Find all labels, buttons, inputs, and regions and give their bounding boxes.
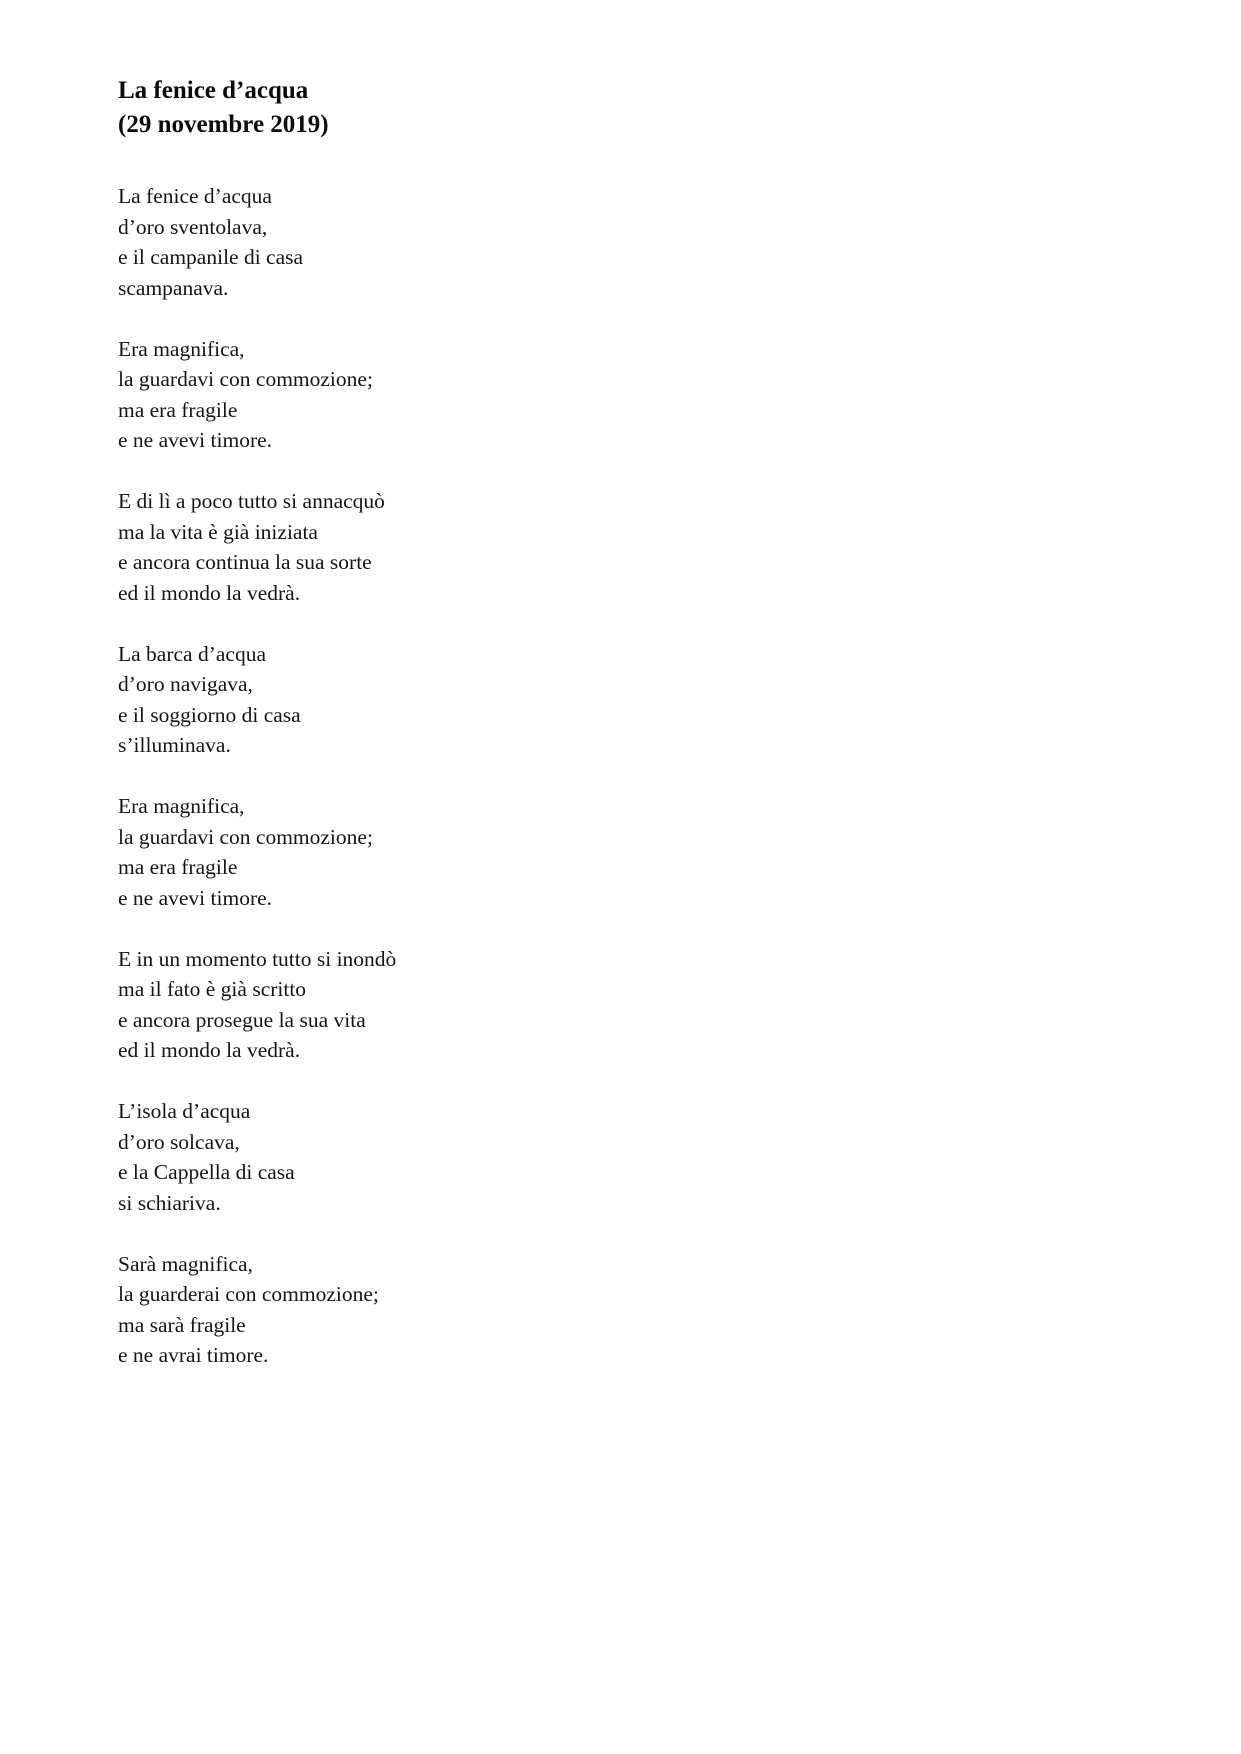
- verse: ma era fragile: [118, 397, 238, 422]
- verse: d’oro navigava,: [118, 672, 253, 696]
- verse: la guarderai con commozione;: [118, 1282, 379, 1306]
- poem-body: [118, 181, 818, 1401]
- verse: ma il fato è già scritto: [118, 977, 307, 1001]
- poem-title-block: [118, 74, 818, 142]
- verse: e la Cappella di casa: [118, 1160, 295, 1184]
- verse: ed il mondo la vedrà.: [118, 1038, 301, 1062]
- verse: si schiariva.: [118, 1190, 221, 1215]
- stanza-6: [118, 944, 818, 1066]
- verse: e il campanile di casa: [118, 245, 304, 269]
- verse: d’oro solcava,: [118, 1129, 240, 1154]
- stanza-3: [118, 486, 818, 608]
- verse: e il soggiorno di casa: [118, 702, 301, 727]
- verse: E in un momento tutto si inondò: [118, 946, 397, 971]
- verse: Era magnifica,: [118, 336, 245, 361]
- verse: scampanava.: [118, 275, 229, 300]
- verse: e ne avevi timore.: [118, 428, 273, 452]
- verse: e ancora continua la sua sorte: [118, 550, 372, 574]
- stanza-7: [118, 1096, 818, 1218]
- verse: La barca d’acqua: [118, 641, 267, 666]
- verse: Era magnifica,: [118, 794, 245, 818]
- verse: la guardavi con commozione;: [118, 367, 373, 391]
- stanza-1: [118, 181, 818, 303]
- verse: L’isola d’acqua: [118, 1099, 251, 1123]
- verse: Sarà magnifica,: [118, 1251, 253, 1276]
- verse: d’oro sventolava,: [118, 214, 268, 239]
- verse: ma la vita è già iniziata: [118, 519, 318, 544]
- poem-date: (29 novembre 2019): [118, 111, 329, 138]
- verse: e ne avevi timore.: [118, 885, 273, 910]
- stanza-5: [118, 791, 818, 913]
- verse: ma era fragile: [118, 855, 238, 879]
- verse: s’illuminava.: [118, 733, 231, 757]
- stanza-8: [118, 1249, 818, 1371]
- verse: e ancora prosegue la sua vita: [118, 1007, 366, 1032]
- verse: e ne avrai timore.: [118, 1343, 269, 1367]
- verse: la guardavi con commozione;: [118, 824, 373, 849]
- verse: ma sarà fragile: [118, 1312, 246, 1337]
- verse: La fenice d’acqua: [118, 184, 272, 208]
- verse: ed il mondo la vedrà.: [118, 580, 301, 605]
- stanza-2: [118, 334, 818, 456]
- verse: E di lì a poco tutto si annacquò: [118, 489, 385, 513]
- poem-title: La fenice d’acqua: [118, 77, 309, 104]
- stanza-4: [118, 639, 818, 761]
